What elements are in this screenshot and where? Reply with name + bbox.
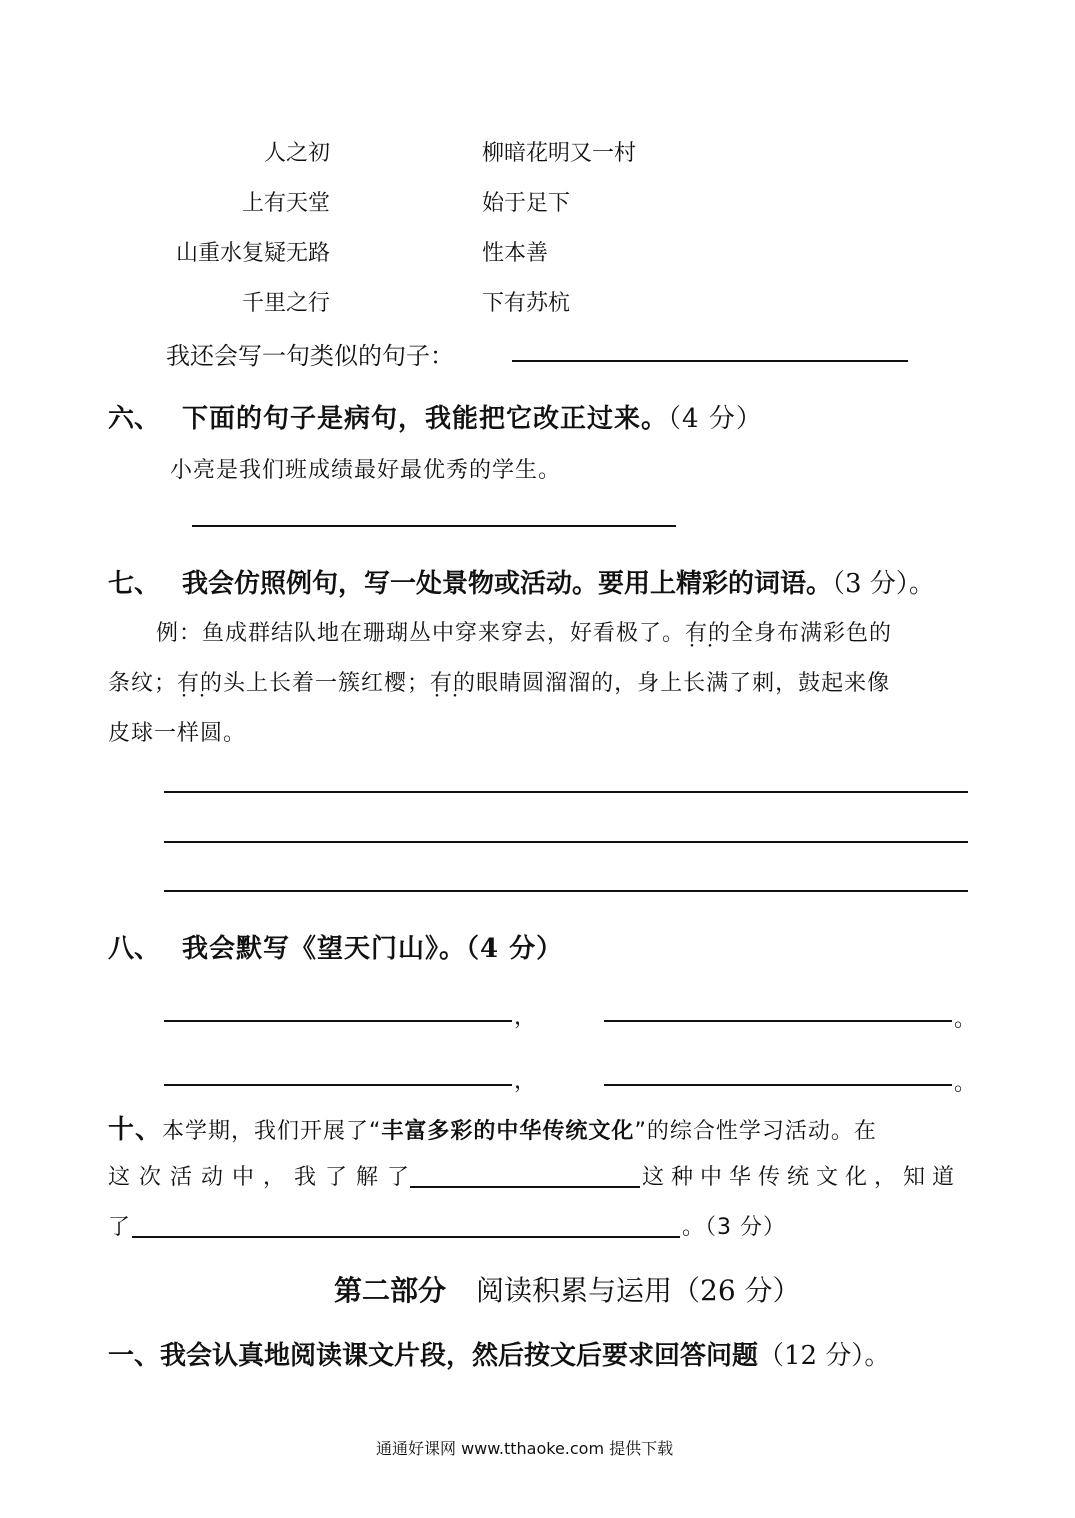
- match-right-4: 下有苏杭: [482, 291, 571, 316]
- section6-answer-blank[interactable]: [192, 525, 676, 527]
- part2-label: 第二部分: [334, 1274, 447, 1307]
- part2-score: （26 分）: [672, 1274, 801, 1307]
- section6-title-text: 下面的句子是病句，我能把它改正过来。: [182, 404, 669, 434]
- section10-line2a: 这次活动中，我了解了: [108, 1165, 419, 1190]
- part2-subtitle: 阅读积累与运用: [476, 1274, 673, 1307]
- section7-answer-blank-2[interactable]: [164, 841, 968, 843]
- extra-sentence-blank[interactable]: [512, 360, 908, 362]
- section10-text-1b: ”的综合性学习活动。在: [634, 1119, 877, 1144]
- emphasis-word-1: 有的 ・・: [685, 616, 731, 647]
- section10-line3b: 。（3 分）: [682, 1215, 786, 1240]
- part2-heading: [334, 1269, 801, 1309]
- section10-text-1a: 本学期，我们开展了“: [162, 1119, 382, 1144]
- match-left-2: 上有天堂: [241, 191, 330, 216]
- section6-title: [182, 398, 763, 435]
- match-left-3: 山重水复疑无路: [175, 241, 330, 266]
- section10-activity-name: 丰富多彩的中华传统文化: [381, 1119, 635, 1144]
- poem-comma-1: ，: [514, 1005, 538, 1030]
- section6-score: （4 分）: [668, 404, 763, 434]
- section6-sentence: 小亮是我们班成绩最好最优秀的学生。: [170, 458, 562, 483]
- section10-blank-2[interactable]: [132, 1236, 680, 1238]
- extra-sentence-prompt: 我还会写一句类似的句子：: [166, 342, 454, 370]
- section10-line1: [108, 1109, 877, 1146]
- section8-title: 我会默写《望天门山》。（4 分）: [182, 934, 564, 964]
- reading1-score: （12 分）。: [758, 1341, 891, 1371]
- section10-line3a: 了: [108, 1215, 132, 1240]
- poem-blank-2[interactable]: [604, 1020, 952, 1022]
- section7-title: [182, 563, 935, 600]
- section7-title-text: 我会仿照例句，写一处景物或活动。要用上精彩的词语。: [182, 569, 833, 599]
- footer-download-note: 通通好课网 www.tthaoke.com 提供下载: [376, 1439, 674, 1458]
- section8-number: 八、: [108, 934, 161, 964]
- section7-score: （3 分）。: [832, 569, 935, 599]
- section7-number: 七、: [108, 569, 161, 599]
- poem-period-2: 。: [954, 1071, 978, 1096]
- poem-blank-1[interactable]: [164, 1020, 512, 1022]
- example-text-1b: 全身布满彩色的: [731, 621, 893, 646]
- match-right-2: 始于足下: [482, 191, 571, 216]
- poem-blank-4[interactable]: [604, 1084, 952, 1086]
- section10-blank-1[interactable]: [410, 1186, 640, 1188]
- section7-answer-blank-3[interactable]: [164, 890, 968, 892]
- emphasis-word-2: 有的 ・・: [177, 666, 223, 697]
- example-text-2b: 头上长着一簇红樱；: [223, 671, 431, 696]
- poem-comma-2: ，: [514, 1069, 538, 1094]
- example-text-2a: 条纹；: [108, 671, 178, 696]
- poem-period-1: 。: [954, 1007, 978, 1032]
- section7-example-line3: 皮球一样圆。: [108, 721, 247, 746]
- section7-example-line2: [108, 666, 890, 697]
- reading1-title-text: 一、我会认真地阅读课文片段，然后按文后要求回答问题: [108, 1341, 759, 1371]
- example-text-1a: 例：鱼成群结队地在珊瑚丛中穿来穿去，好看极了。: [156, 621, 686, 646]
- section6-number: 六、: [108, 404, 161, 434]
- section7-answer-blank-1[interactable]: [164, 791, 968, 793]
- example-text-2c: 眼睛圆溜溜的，身上长满了刺，鼓起来像: [476, 671, 891, 696]
- match-right-3: 性本善: [482, 241, 549, 266]
- match-left-1: 人之初: [263, 141, 330, 166]
- reading1-title: [108, 1335, 890, 1372]
- match-left-4: 千里之行: [241, 291, 330, 316]
- section10-number: 十、: [108, 1115, 163, 1145]
- match-right-1: 柳暗花明又一村: [482, 141, 637, 166]
- poem-blank-3[interactable]: [164, 1084, 512, 1086]
- emphasis-word-3: 有的 ・・: [430, 666, 476, 697]
- section7-example-line1: [156, 616, 892, 647]
- section10-line2b: 这种中华传统文化，知道: [642, 1165, 962, 1190]
